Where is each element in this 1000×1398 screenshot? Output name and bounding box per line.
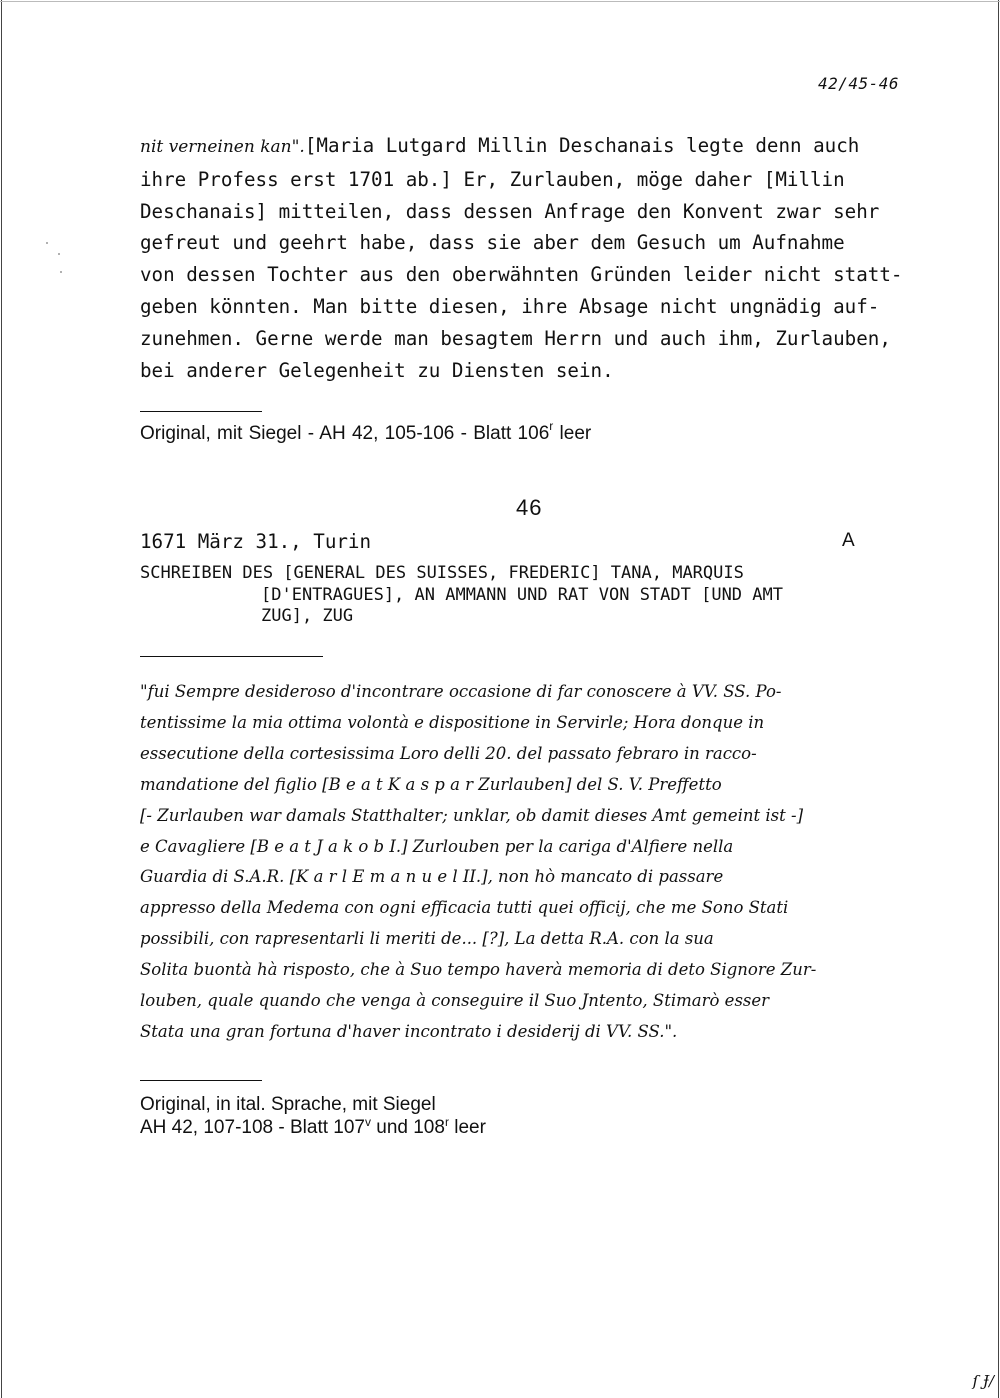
- text-line: geben könnten. Man bitte diesen, ihre Absage nicht ungnädig auf-: [140, 294, 880, 318]
- italian-quotation: [140, 677, 940, 1048]
- quote-line: [- Zurlauben war damals Statthalter; unklar, ob damit dieses Amt gemeint ist -]: [140, 805, 804, 825]
- quote-line: appresso della Medema con ogni efficacia tutti quei officij, che me Sono Stati: [140, 898, 789, 918]
- quote-line: essecutione della cortesissima Loro delli 20. del passato febraro in racco-: [140, 743, 757, 763]
- source-note-2: [140, 1093, 486, 1139]
- quote-line: Guardia di S.A.R. [K a r l E m a n u e l II.], non hò mancato di passare: [140, 867, 724, 887]
- source-note-text: AH 42, 107-108 - Blatt 107: [140, 1117, 365, 1138]
- quote-line: louben, quale quando che venga à conseguire il Suo Jntento, Stimarò esser: [140, 991, 770, 1011]
- quote-line: tentissime la mia ottima volontà e dispositione in Servirle; Hora donque in: [140, 712, 765, 732]
- text-line: bei anderer Gelegenheit zu Diensten sein.: [140, 358, 614, 382]
- scan-speck: [46, 242, 48, 244]
- text-line: gefreut und geehrt habe, dass sie aber dem Gesuch um Aufnahme: [140, 231, 845, 255]
- title-line: [D'ENTRAGUES], AN AMMANN UND RAT VON STADT [UND AMT: [261, 584, 783, 605]
- document-date-place: 1671 März 31., Turin: [140, 530, 372, 553]
- text-line: zunehmen. Gerne werde man besagtem Herrn und auch ihm, Zurlauben,: [140, 326, 891, 350]
- footnote-divider: [140, 1080, 262, 1081]
- page-border-right: [998, 0, 999, 1398]
- quote-line: mandatione del figlio [B e a t K a s p a r Zurlauben] del S. V. Preffetto: [140, 774, 722, 794]
- italic-quote-end: nit verneinen kan".: [140, 137, 305, 157]
- page-border-top: [0, 1, 1000, 2]
- text-line: [140, 130, 950, 164]
- archive-mark: ſ Ɉ/: [972, 1372, 994, 1390]
- superscript: r: [549, 419, 554, 433]
- scan-speck: [60, 271, 62, 273]
- quote-line: e Cavagliere [B e a t J a k o b I.] Zurlouben per la cariga d'Alfiere nella: [140, 836, 734, 856]
- title-line: ZUG], ZUG: [261, 606, 354, 626]
- source-note-1: [140, 419, 592, 445]
- quote-line: possibili, con rapresentarli li meriti de... [?], La detta R.A. con la sua: [140, 929, 714, 949]
- page-reference: 42/45-46: [818, 74, 900, 93]
- quote-line: Solita buontà hà risposto, che à Suo tempo haverà memoria di deto Signore Zur-: [140, 960, 817, 980]
- scan-speck: [58, 253, 60, 255]
- footnote-divider: [140, 411, 262, 412]
- superscript: v: [364, 1115, 371, 1129]
- source-note-text: Original, mit Siegel - AH 42, 105-106 - Blatt 106: [140, 423, 550, 444]
- page-border-left: [1, 0, 2, 1398]
- quote-line: Stata una gran fortuna d'haver incontrato i desiderij di VV. SS.".: [140, 1021, 678, 1041]
- text-line: ihre Profess erst 1701 ab.] Er, Zurlauben, möge daher [Millin: [140, 167, 845, 191]
- document-classification: A: [842, 530, 855, 551]
- text-line: Deschanais] mitteilen, dass dessen Anfrage den Konvent zwar sehr: [140, 199, 880, 223]
- quote-line: "fui Sempre desideroso d'incontrare occasione di far conoscere à VV. SS. Po-: [140, 682, 782, 701]
- source-note-line: [140, 1116, 486, 1139]
- source-note-tail: leer: [553, 423, 592, 444]
- source-note-line: Original, in ital. Sprache, mit Siegel: [140, 1094, 436, 1115]
- title-line: SCHREIBEN DES [GENERAL DES SUISSES, FREDERIC] TANA, MARQUIS: [140, 563, 744, 583]
- source-note-tail: leer: [448, 1117, 486, 1138]
- section-divider: [140, 656, 323, 657]
- document-number: 46: [516, 495, 543, 520]
- continuation-paragraph: [140, 130, 950, 386]
- text-line-content: [Maria Lutgard Millin Deschanais legte denn auch: [304, 134, 860, 157]
- document-title: [140, 563, 900, 628]
- text-line: von dessen Tochter aus den oberwähnten Gründen leider nicht statt-: [140, 263, 903, 287]
- superscript: r: [444, 1115, 449, 1129]
- source-note-text: und 108: [370, 1117, 445, 1138]
